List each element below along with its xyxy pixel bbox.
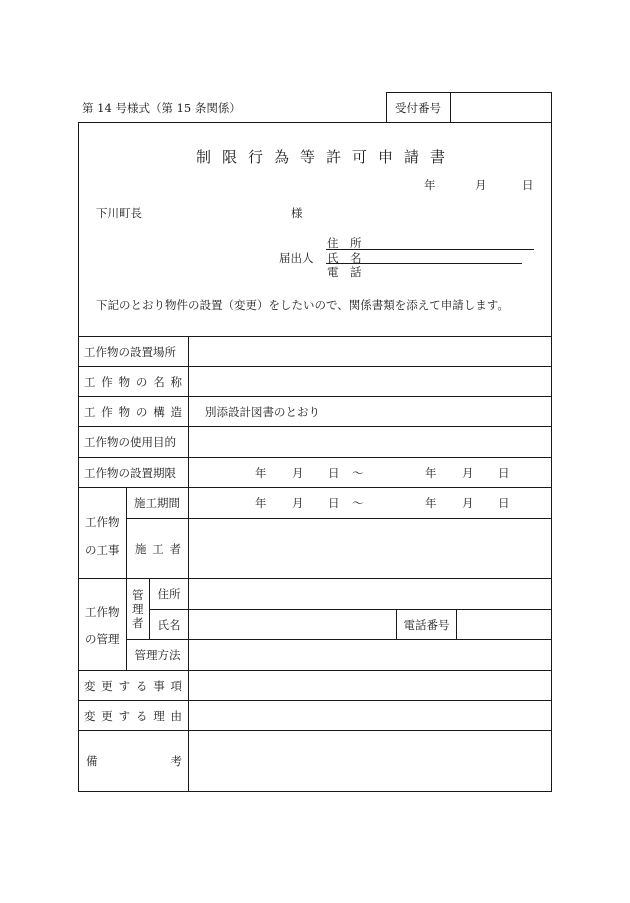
applicant-address-label: 住 所 [327, 236, 362, 250]
management-method-label: 管理方法 [134, 648, 181, 662]
manager-address-label: 住所 [157, 587, 181, 601]
remarks-label: 備 考 [86, 754, 182, 768]
construction-start-year: 年 [255, 496, 267, 510]
contractor-label: 施 工 者 [135, 541, 181, 556]
receipt-label: 受付番号 [395, 100, 441, 115]
purpose-label: 工作物の使用目的 [84, 435, 176, 449]
manager-char-3: 者 [132, 616, 144, 630]
management-method-field[interactable] [189, 640, 551, 670]
manager-name-field[interactable] [189, 610, 395, 639]
construction-end-month: 月 [462, 496, 474, 510]
applicant-label: 届出人 [279, 251, 314, 265]
structure-value: 別添設計図書のとおり [205, 404, 320, 419]
period-end-month: 月 [462, 465, 474, 480]
change-items-label: 変 更 す る 事 項 [84, 678, 182, 693]
management-group-label-1: 工作物 [85, 605, 120, 619]
management-group-label-2: の管理 [85, 632, 120, 646]
receipt-number-field[interactable] [451, 93, 551, 122]
manager-char-2: 理 [132, 602, 144, 616]
date-month-label: 月 [475, 178, 487, 192]
construction-end-year: 年 [425, 496, 437, 510]
manager-char-1: 管 [132, 588, 144, 602]
period-tilde: 〜 [352, 465, 364, 480]
period-end-year: 年 [425, 465, 437, 480]
phone-number-field[interactable] [457, 610, 551, 639]
form-number: 第 14 号様式（第 15 条関係） [82, 101, 241, 115]
period-label: 工作物の設置期限 [84, 465, 176, 480]
structure-label: 工 作 物 の 構 造 [84, 404, 182, 419]
name-label: 工 作 物 の 名 称 [84, 374, 182, 389]
location-field[interactable] [189, 337, 551, 366]
name-field[interactable] [189, 367, 551, 396]
period-start-day: 日 [328, 465, 340, 480]
period-start-year: 年 [255, 465, 267, 480]
phone-number-label: 電話番号 [403, 617, 450, 632]
construction-group-label-2: の工事 [85, 543, 120, 557]
contractor-field[interactable] [189, 519, 551, 578]
period-start-month: 月 [292, 465, 304, 480]
date-day-label: 日 [522, 178, 534, 192]
form-title: 制限行為等許可申請書 [196, 148, 457, 166]
addressee-suffix: 様 [291, 206, 303, 220]
construction-start-day: 日 [328, 496, 340, 510]
period-end-day: 日 [498, 465, 510, 480]
change-items-field[interactable] [189, 671, 551, 700]
purpose-field[interactable] [189, 427, 551, 457]
applicant-phone-label: 電 話 [327, 265, 362, 279]
manager-address-field[interactable] [189, 579, 551, 609]
change-reason-label: 変 更 す る 理 由 [84, 708, 182, 723]
construction-group-label-1: 工作物 [85, 515, 120, 529]
addressee: 下川町長 [96, 206, 142, 220]
construction-tilde: 〜 [352, 496, 364, 510]
location-label: 工作物の設置場所 [84, 344, 176, 359]
remarks-field[interactable] [189, 731, 551, 791]
applicant-name-label: 氏 名 [327, 251, 362, 265]
construction-end-day: 日 [498, 496, 510, 510]
manager-name-label: 氏名 [157, 617, 181, 632]
date-year-label: 年 [424, 178, 436, 192]
construction-start-month: 月 [292, 496, 304, 510]
statement: 下記のとおり物件の設置（変更）をしたいので、関係書類を添えて申請します。 [96, 298, 509, 312]
construction-period-label: 施工期間 [134, 496, 180, 510]
change-reason-field[interactable] [189, 701, 551, 730]
